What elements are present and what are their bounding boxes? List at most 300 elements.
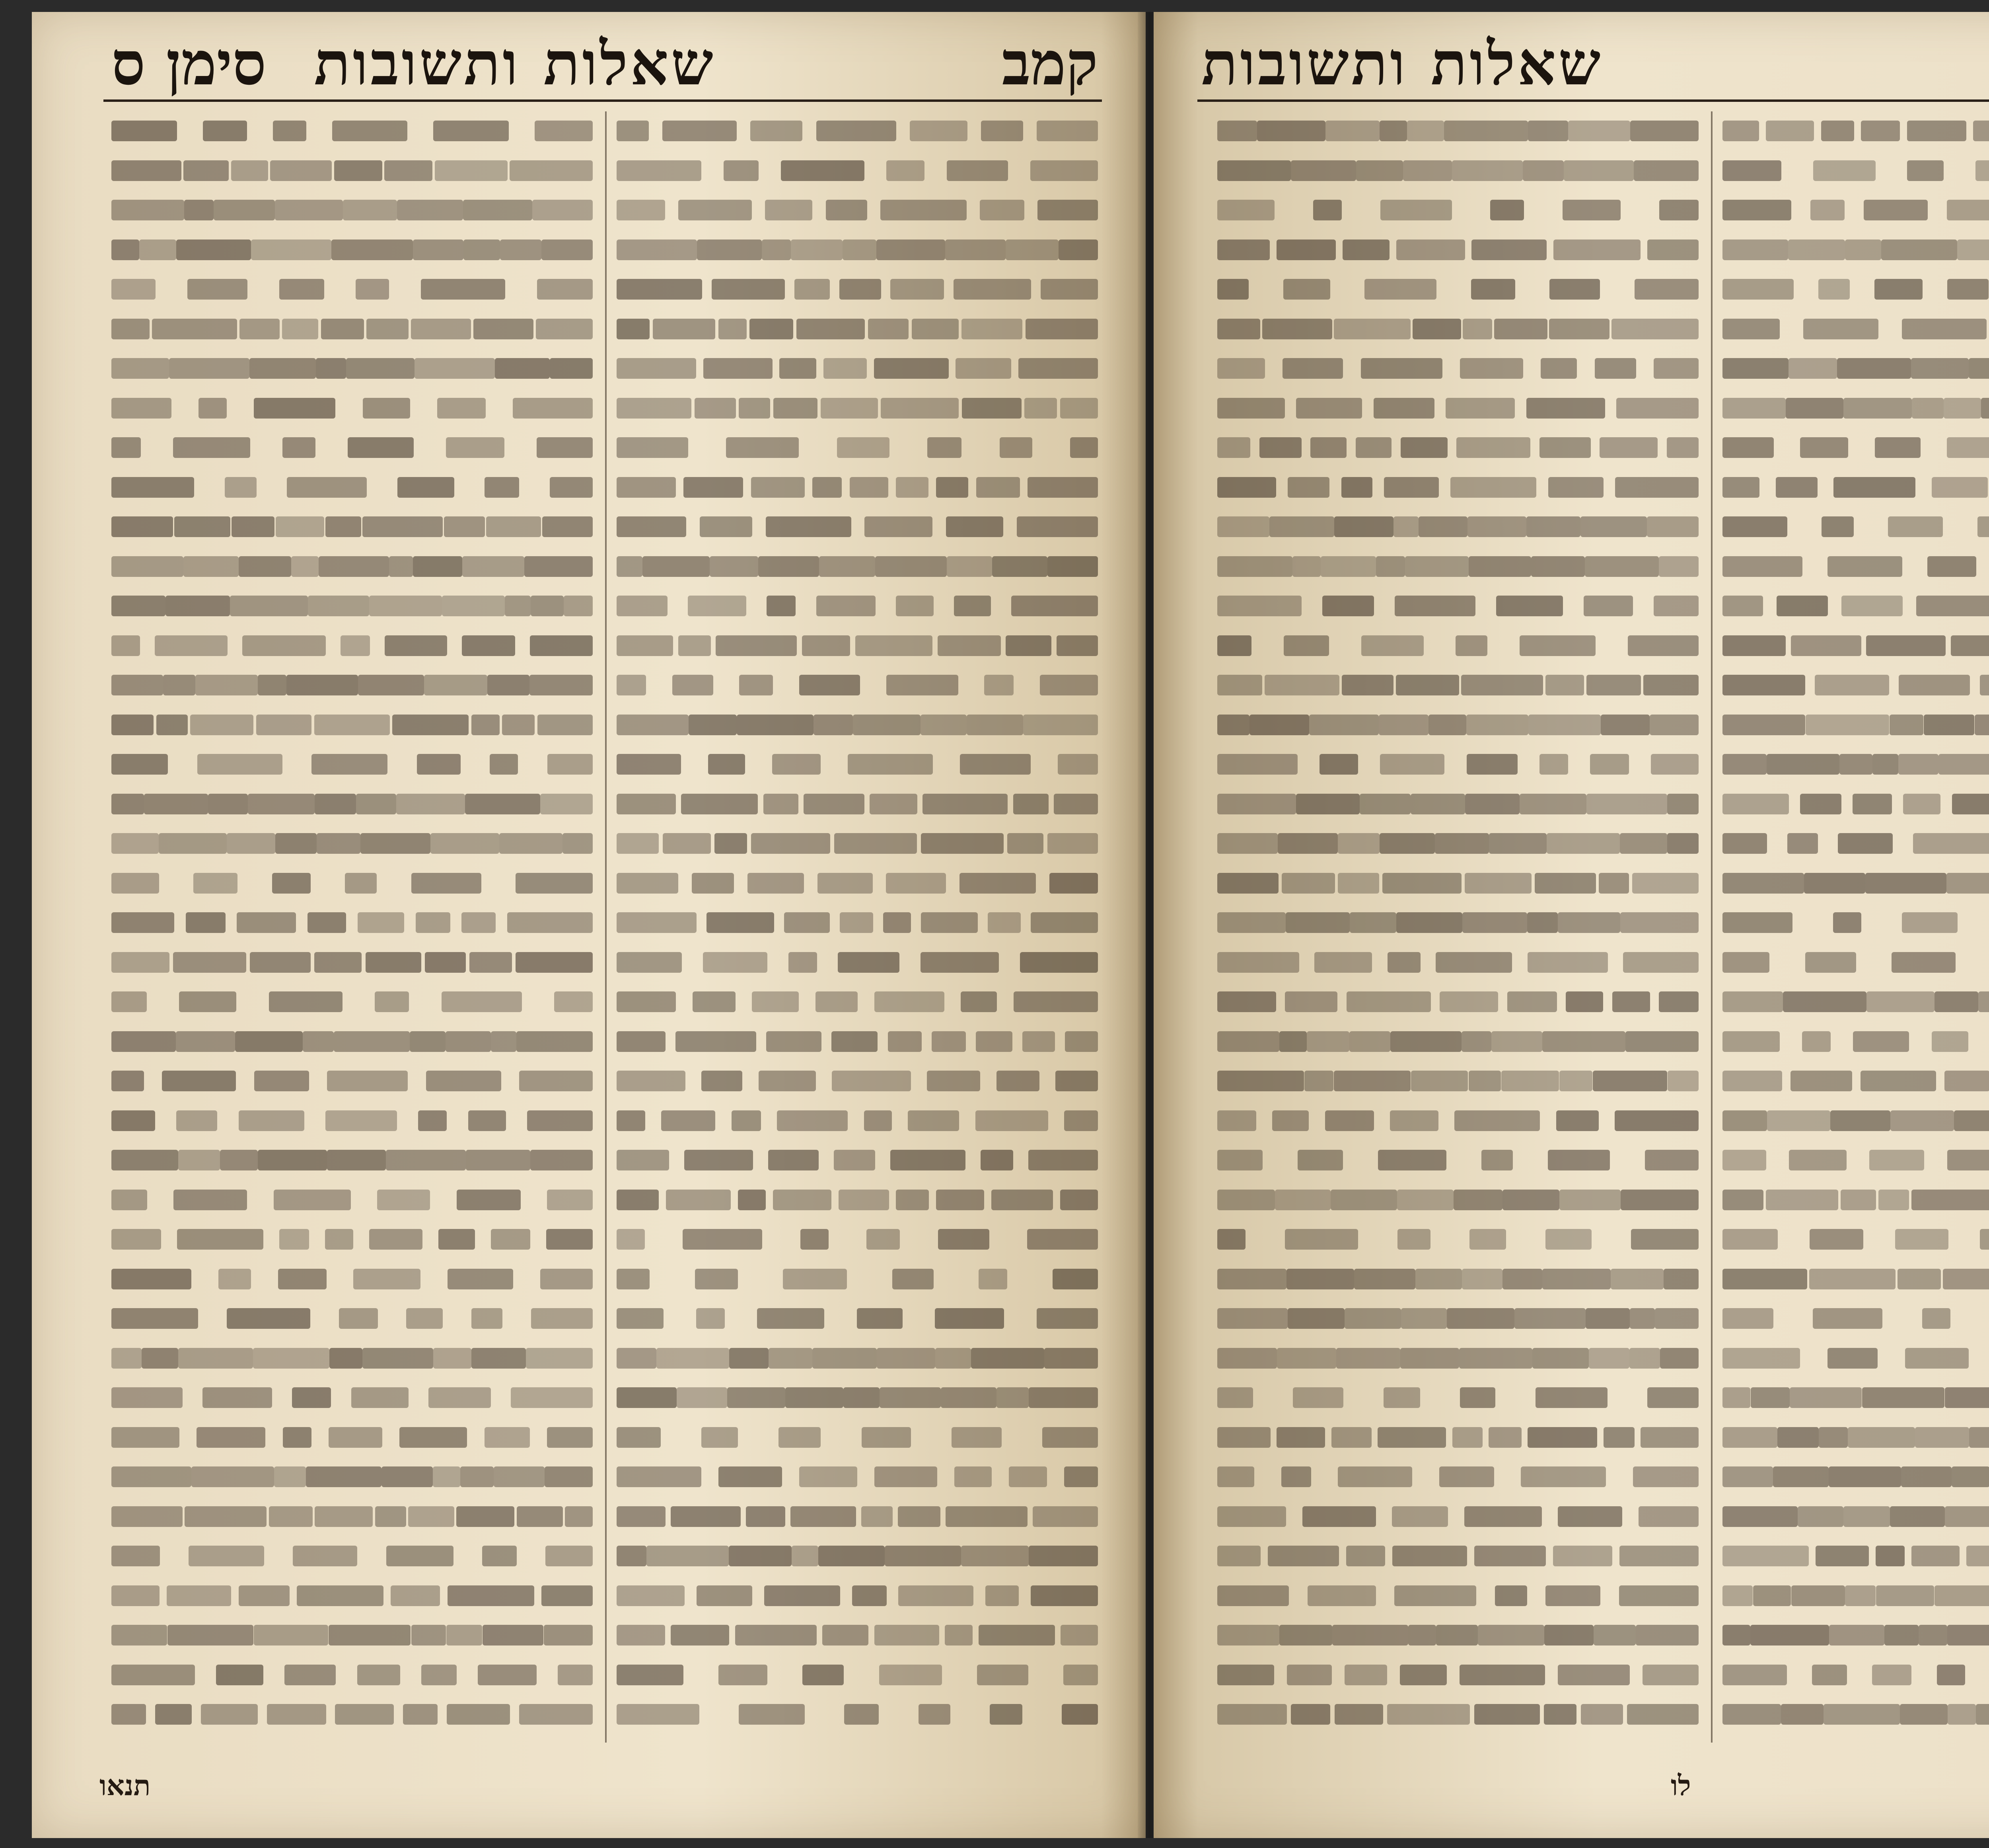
text-line xyxy=(1722,664,1989,703)
text-word-block xyxy=(700,516,752,537)
text-word-block xyxy=(1467,516,1526,537)
text-word-block xyxy=(1217,1665,1274,1685)
text-word-block xyxy=(790,1506,856,1527)
text-word-block xyxy=(617,121,649,141)
text-word-block xyxy=(1291,160,1356,181)
left-page-number: קמב xyxy=(1002,29,1098,99)
text-word-block xyxy=(1838,833,1893,854)
text-word-block xyxy=(274,1190,351,1210)
text-word-block xyxy=(826,200,867,220)
right-page-column-right xyxy=(1722,109,1989,1741)
text-word-block xyxy=(275,833,317,854)
text-word-block xyxy=(435,160,508,181)
text-word-block xyxy=(220,1150,258,1170)
text-word-block xyxy=(343,200,397,220)
text-word-block xyxy=(1969,1427,1989,1448)
text-word-block xyxy=(919,1704,950,1725)
text-word-block xyxy=(1872,754,1898,775)
text-word-block xyxy=(286,675,358,695)
text-line xyxy=(1722,1020,1989,1060)
left-header-rule xyxy=(103,99,1102,102)
text-word-block xyxy=(874,358,949,379)
text-line xyxy=(111,1455,593,1495)
text-word-block xyxy=(183,160,229,181)
text-word-block xyxy=(1282,873,1335,894)
text-word-block xyxy=(433,121,509,141)
text-word-block xyxy=(413,556,462,577)
text-word-block xyxy=(617,1387,677,1408)
text-word-block xyxy=(947,160,1008,181)
text-word-block xyxy=(781,160,864,181)
text-word-block xyxy=(834,833,917,854)
text-line xyxy=(617,1139,1098,1178)
text-word-block xyxy=(1722,1506,1798,1527)
text-word-block xyxy=(1405,556,1468,577)
text-word-block xyxy=(617,279,702,300)
text-line xyxy=(1217,228,1699,268)
text-word-block xyxy=(111,1348,142,1369)
text-word-block xyxy=(927,437,961,458)
text-word-block xyxy=(1397,1229,1430,1250)
text-word-block xyxy=(254,398,335,419)
text-word-block xyxy=(1777,1427,1819,1448)
text-word-block xyxy=(237,912,296,933)
right-page xyxy=(1154,12,1989,1838)
text-word-block xyxy=(111,200,184,220)
text-word-block xyxy=(752,991,799,1012)
text-word-block xyxy=(1566,991,1603,1012)
text-word-block xyxy=(1943,1269,1989,1289)
text-word-block xyxy=(186,912,226,933)
text-word-block xyxy=(791,240,843,260)
text-word-block xyxy=(111,873,159,894)
text-word-block xyxy=(327,1150,386,1170)
text-word-block xyxy=(1890,1506,1944,1527)
text-line xyxy=(1722,901,1989,941)
text-word-block xyxy=(1027,1229,1098,1250)
text-word-block xyxy=(524,556,593,577)
text-line xyxy=(617,505,1098,545)
text-word-block xyxy=(1878,1190,1909,1210)
text-word-block xyxy=(1586,794,1667,814)
text-word-block xyxy=(1387,1704,1470,1725)
text-word-block xyxy=(990,1704,1022,1725)
text-line xyxy=(111,1059,593,1099)
text-word-block xyxy=(111,1269,191,1289)
text-word-block xyxy=(377,1190,430,1210)
text-line xyxy=(111,387,593,426)
text-word-block xyxy=(1819,1427,1848,1448)
text-word-block xyxy=(1526,398,1605,419)
text-line xyxy=(111,1139,593,1178)
text-word-block xyxy=(1659,991,1699,1012)
text-line xyxy=(617,941,1098,981)
text-word-block xyxy=(1474,1704,1540,1725)
text-word-block xyxy=(471,1348,526,1369)
text-word-block xyxy=(505,596,530,616)
text-word-block xyxy=(1287,1665,1332,1685)
text-word-block xyxy=(1463,319,1492,339)
text-word-block xyxy=(1633,1466,1699,1487)
text-word-block xyxy=(1563,200,1621,220)
text-word-block xyxy=(536,319,593,339)
text-line xyxy=(1217,1218,1699,1258)
text-word-block xyxy=(1217,319,1260,339)
text-word-block xyxy=(1957,240,1989,260)
text-word-block xyxy=(1465,873,1532,894)
text-word-block xyxy=(391,1585,440,1606)
text-word-block xyxy=(1660,1348,1699,1369)
text-word-block xyxy=(1558,1665,1630,1685)
text-word-block xyxy=(985,1585,1019,1606)
text-word-block xyxy=(1395,596,1475,616)
text-word-block xyxy=(564,596,593,616)
text-word-block xyxy=(1946,873,1989,894)
text-word-block xyxy=(1722,516,1787,537)
text-word-block xyxy=(1350,912,1397,933)
text-word-block xyxy=(1630,1308,1655,1329)
text-word-block xyxy=(193,873,237,894)
text-word-block xyxy=(1217,1704,1287,1725)
text-word-block xyxy=(1031,912,1098,933)
text-word-block xyxy=(282,319,318,339)
text-word-block xyxy=(546,1229,593,1250)
text-word-block xyxy=(681,794,758,814)
text-word-block xyxy=(1527,912,1558,933)
text-word-block xyxy=(961,991,997,1012)
text-word-block xyxy=(1804,873,1866,894)
text-word-block xyxy=(191,1466,274,1487)
text-word-block xyxy=(1916,596,1989,616)
text-word-block xyxy=(1564,160,1634,181)
text-word-block xyxy=(1845,240,1881,260)
text-word-block xyxy=(176,1031,235,1052)
text-word-block xyxy=(1722,596,1763,616)
text-word-block xyxy=(1791,1585,1845,1606)
text-word-block xyxy=(1773,1466,1829,1487)
text-word-block xyxy=(1722,1308,1773,1329)
text-word-block xyxy=(1217,1150,1263,1170)
text-word-block xyxy=(708,754,745,775)
text-word-block xyxy=(1722,1466,1773,1487)
text-word-block xyxy=(703,358,773,379)
text-word-block xyxy=(864,516,932,537)
text-word-block xyxy=(1629,1348,1660,1369)
text-word-block xyxy=(927,1071,980,1091)
text-word-block xyxy=(397,200,463,220)
text-word-block xyxy=(375,991,409,1012)
text-word-block xyxy=(270,160,332,181)
text-word-block xyxy=(1364,279,1436,300)
text-word-block xyxy=(385,635,447,656)
text-word-block xyxy=(1829,1466,1901,1487)
text-line xyxy=(1722,584,1989,624)
text-word-block xyxy=(197,754,282,775)
text-word-block xyxy=(773,1190,831,1210)
text-word-block xyxy=(1491,1031,1542,1052)
text-word-block xyxy=(1559,1190,1621,1210)
text-word-block xyxy=(1521,1466,1606,1487)
text-word-block xyxy=(1403,160,1452,181)
text-word-block xyxy=(1639,1506,1699,1527)
text-word-block xyxy=(1722,1665,1787,1685)
text-word-block xyxy=(1541,358,1577,379)
text-word-block xyxy=(1874,279,1923,300)
text-word-block xyxy=(425,952,466,973)
text-word-block xyxy=(462,556,524,577)
text-line xyxy=(111,268,593,308)
text-word-block xyxy=(1927,556,1976,577)
text-word-block xyxy=(111,1031,176,1052)
text-line xyxy=(1722,1416,1989,1456)
text-word-block xyxy=(511,1387,593,1408)
text-word-block xyxy=(1568,121,1630,141)
text-word-block xyxy=(1292,556,1321,577)
text-word-block xyxy=(672,675,713,695)
text-word-block xyxy=(491,1229,530,1250)
text-word-block xyxy=(852,1585,887,1606)
text-word-block xyxy=(921,833,1004,854)
text-word-block xyxy=(1580,516,1647,537)
text-word-block xyxy=(831,1031,878,1052)
text-line xyxy=(111,1297,593,1337)
text-line xyxy=(1722,862,1989,902)
text-word-block xyxy=(1331,1190,1397,1210)
text-word-block xyxy=(1029,1546,1098,1566)
text-word-block xyxy=(1217,121,1257,141)
text-word-block xyxy=(689,715,737,735)
text-line xyxy=(1217,149,1699,189)
text-word-block xyxy=(456,1506,514,1527)
text-word-block xyxy=(411,319,471,339)
text-word-block xyxy=(306,1466,381,1487)
text-word-block xyxy=(890,1150,965,1170)
text-line xyxy=(111,743,593,783)
text-word-block xyxy=(617,873,678,894)
text-line xyxy=(1722,1099,1989,1139)
text-word-block xyxy=(1767,1110,1830,1131)
text-word-block xyxy=(1625,1031,1699,1052)
text-word-block xyxy=(1790,1071,1852,1091)
text-word-block xyxy=(1217,1308,1288,1329)
text-line xyxy=(617,149,1098,189)
text-word-block xyxy=(1581,1704,1623,1725)
text-word-block xyxy=(547,754,593,775)
text-word-block xyxy=(1981,398,1989,419)
text-line xyxy=(1217,1059,1699,1099)
text-word-block xyxy=(334,160,382,181)
text-word-block xyxy=(1298,1150,1343,1170)
text-word-block xyxy=(896,477,928,498)
text-word-block xyxy=(1947,437,1989,458)
text-word-block xyxy=(225,477,257,498)
text-word-block xyxy=(1611,319,1699,339)
text-word-block xyxy=(1915,1427,1969,1448)
text-word-block xyxy=(1528,715,1601,735)
text-line xyxy=(1217,1139,1699,1178)
text-word-block xyxy=(544,1625,593,1645)
text-word-block xyxy=(111,1704,146,1725)
text-word-block xyxy=(248,794,315,814)
text-word-block xyxy=(483,1625,543,1645)
text-word-block xyxy=(683,477,743,498)
text-word-block xyxy=(239,1110,304,1131)
text-word-block xyxy=(1862,1387,1944,1408)
text-word-block xyxy=(739,675,773,695)
text-word-block xyxy=(1217,794,1296,814)
text-word-block xyxy=(1272,1110,1309,1131)
text-word-block xyxy=(617,240,697,260)
text-word-block xyxy=(992,556,1047,577)
text-line xyxy=(617,664,1098,703)
text-word-block xyxy=(1268,1546,1339,1566)
text-word-block xyxy=(111,1387,183,1408)
text-word-block xyxy=(976,1031,1012,1052)
text-word-block xyxy=(1947,279,1989,300)
text-word-block xyxy=(1722,200,1791,220)
text-word-block xyxy=(1722,1704,1781,1725)
text-word-block xyxy=(1031,1585,1098,1606)
text-line xyxy=(617,228,1098,268)
text-word-block xyxy=(530,635,593,656)
text-word-block xyxy=(945,240,1006,260)
text-word-block xyxy=(1286,1269,1354,1289)
text-word-block xyxy=(1436,1625,1478,1645)
text-word-block xyxy=(737,715,814,735)
text-word-block xyxy=(729,1348,769,1369)
text-word-block xyxy=(1029,1387,1098,1408)
text-word-block xyxy=(1384,1387,1420,1408)
text-word-block xyxy=(617,794,676,814)
text-word-block xyxy=(1284,635,1329,656)
text-word-block xyxy=(1632,873,1699,894)
text-word-block xyxy=(490,754,518,775)
text-word-block xyxy=(1594,1625,1636,1645)
text-word-block xyxy=(1302,1506,1376,1527)
text-word-block xyxy=(762,240,791,260)
text-word-block xyxy=(1884,1625,1919,1645)
text-word-block xyxy=(886,675,958,695)
text-word-block xyxy=(1599,873,1629,894)
text-word-block xyxy=(1869,1150,1924,1170)
text-word-block xyxy=(765,200,812,220)
text-word-block xyxy=(275,200,343,220)
text-word-block xyxy=(162,1071,236,1091)
text-word-block xyxy=(1890,715,1923,735)
text-word-block xyxy=(688,596,746,616)
text-word-block xyxy=(1064,1466,1098,1487)
text-word-block xyxy=(739,398,770,419)
text-word-block xyxy=(1542,1031,1625,1052)
text-word-block xyxy=(527,1110,593,1131)
text-word-block xyxy=(111,1071,144,1091)
text-word-block xyxy=(176,1110,217,1131)
text-word-block xyxy=(319,556,389,577)
text-word-block xyxy=(519,1071,593,1091)
text-line xyxy=(1722,941,1989,981)
text-word-block xyxy=(111,477,194,498)
text-word-block xyxy=(617,596,668,616)
text-word-block xyxy=(353,1269,420,1289)
text-word-block xyxy=(1903,794,1940,814)
text-word-block xyxy=(1824,1704,1900,1725)
text-word-block xyxy=(460,1466,494,1487)
text-word-block xyxy=(898,1506,940,1527)
text-word-block xyxy=(267,1704,326,1725)
text-word-block xyxy=(617,160,701,181)
text-word-block xyxy=(817,873,873,894)
text-word-block xyxy=(466,1150,531,1170)
text-word-block xyxy=(159,833,227,854)
text-word-block xyxy=(952,1427,1002,1448)
text-word-block xyxy=(111,1308,198,1329)
text-word-block xyxy=(1722,1427,1777,1448)
text-word-block xyxy=(531,596,564,616)
text-word-block xyxy=(325,516,361,537)
text-line xyxy=(1217,743,1699,783)
text-word-block xyxy=(218,1269,251,1289)
text-word-block xyxy=(1279,1625,1332,1645)
text-line xyxy=(1722,109,1989,149)
text-word-block xyxy=(1837,358,1911,379)
text-word-block xyxy=(788,952,817,973)
text-line xyxy=(617,466,1098,506)
text-word-block xyxy=(1938,754,1989,775)
text-line xyxy=(1722,466,1989,506)
text-line xyxy=(617,1495,1098,1535)
text-word-block xyxy=(413,240,463,260)
text-word-block xyxy=(362,1348,434,1369)
text-line xyxy=(1217,109,1699,149)
text-word-block xyxy=(547,1190,593,1210)
text-word-block xyxy=(1356,160,1403,181)
text-word-block xyxy=(442,596,505,616)
text-word-block xyxy=(1413,319,1461,339)
text-word-block xyxy=(1585,556,1659,577)
text-word-block xyxy=(308,596,369,616)
text-word-block xyxy=(1396,675,1459,695)
text-word-block xyxy=(1535,873,1596,894)
text-word-block xyxy=(1378,1427,1446,1448)
text-word-block xyxy=(1334,516,1394,537)
text-word-block xyxy=(1544,1704,1576,1725)
text-word-block xyxy=(169,358,249,379)
text-word-block xyxy=(819,556,875,577)
text-word-block xyxy=(1935,1585,1989,1606)
text-word-block xyxy=(1839,754,1872,775)
text-word-block xyxy=(768,1150,819,1170)
text-word-block xyxy=(954,596,991,616)
text-word-block xyxy=(1018,358,1098,379)
text-line xyxy=(617,1376,1098,1416)
text-word-block xyxy=(1446,398,1515,419)
text-word-block xyxy=(111,991,147,1012)
text-line xyxy=(1722,347,1989,387)
text-word-block xyxy=(751,833,830,854)
text-word-block xyxy=(1217,516,1269,537)
text-word-block xyxy=(874,1466,937,1487)
text-line xyxy=(111,228,593,268)
text-line xyxy=(1217,387,1699,426)
text-word-block xyxy=(617,1348,656,1369)
text-word-block xyxy=(1647,516,1699,537)
text-word-block xyxy=(1966,1546,1989,1566)
text-word-block xyxy=(535,121,593,141)
text-word-block xyxy=(1947,200,1989,220)
text-word-block xyxy=(1600,437,1658,458)
text-line xyxy=(617,1178,1098,1218)
text-word-block xyxy=(1308,1585,1376,1606)
